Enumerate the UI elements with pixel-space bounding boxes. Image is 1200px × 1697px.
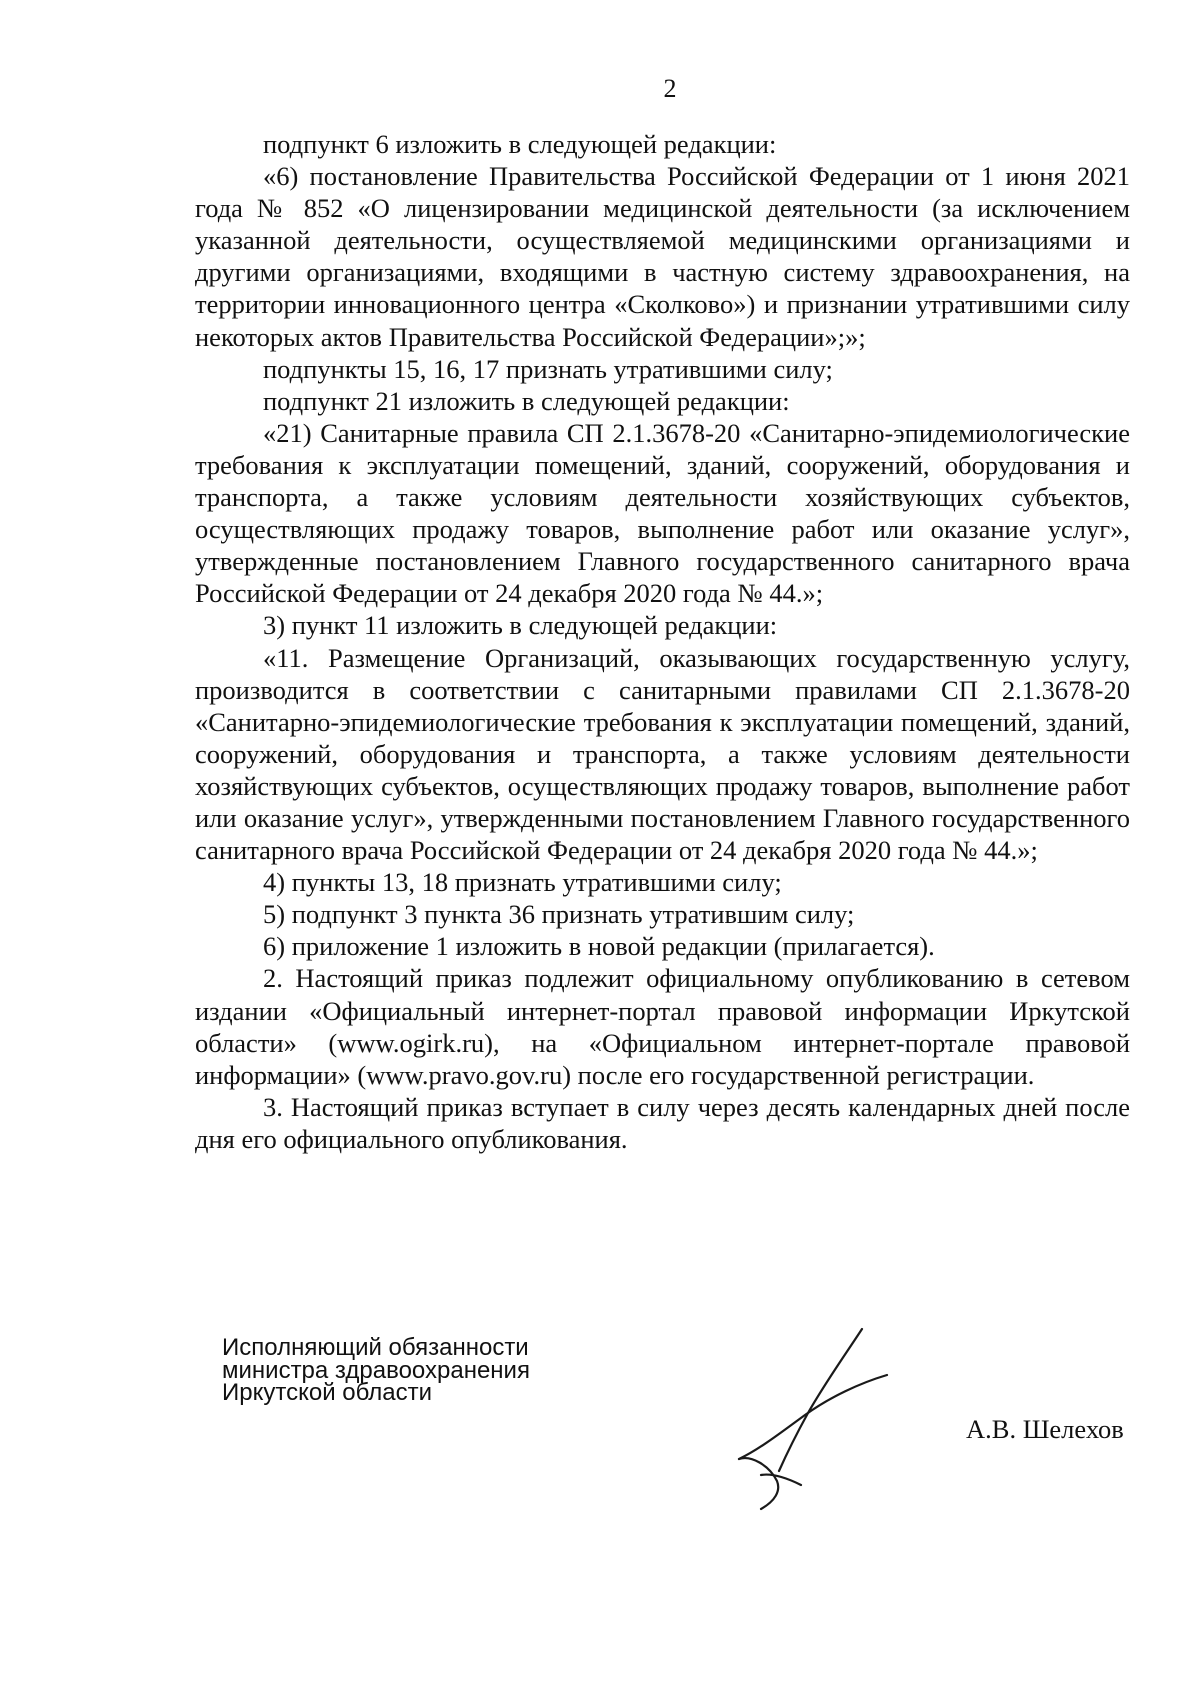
paragraph-subpoint-6-text: «6) постановление Правительства Российской Федерации от 1 июня 2021 года № 852 «О лицензировании медицинской деятельности (за исключением указанной деятельности, осуществляемой медицинскими организациями и другими организациями, входящими в частную систему здравоохранения, на территории инновационного центра «Сколково») и признании утратившими силу некоторых актов Правительства Российской Федерации»;»;: [195, 161, 1130, 352]
paragraph-subpoint-21-text: «21) Санитарные правила СП 2.1.3678-20 «Санитарно-эпидемиологические требования к эксплуатации помещений, зданий, сооружений, оборудования и транспорта, а также условиям деятельности хозяйствующих субъектов, осуществляющих продажу товаров, выполнение работ или оказание услуг», утвержденные постановлением Главного государственного санитарного врача Российской Федерации от 24 декабря 2020 года № 44.»;: [195, 417, 1130, 609]
signature-strokes: [739, 1329, 887, 1509]
document-body: [195, 128, 1130, 1155]
signatory-position: [222, 1334, 602, 1406]
paragraph-point-11-text: «11. Размещение Организаций, оказывающих государственную услугу, производится в соответствии с санитарными правилами СП 2.1.3678-20 «Санитарно-эпидемиологические требования к эксплуатации помещений, зданий, сооружений, оборудования и транспорта, а также условиям деятельности хозяйствующих субъектов, осуществляющих продажу товаров, выполнение работ или оказание услуг», утвержденными постановлением Главного государственного санитарного врача Российской Федерации от 24 декабря 2020 года № 44.»;: [195, 642, 1130, 866]
paragraph-points-13-18: 4) пункты 13, 18 признать утратившими силу;: [263, 867, 782, 898]
paragraph-subpoints-15-16-17: подпункты 15, 16, 17 признать утратившими силу;: [263, 353, 833, 384]
paragraph-subpoint-21-intro: подпункт 21 изложить в следующей редакции:: [263, 385, 790, 416]
position-line: Иркутской области: [222, 1379, 433, 1406]
signer-name: А.В. Шелехов: [966, 1414, 1124, 1444]
paragraph-entry-into-force: 3. Настоящий приказ вступает в силу через десять календарных дней после дня его официального опубликования.: [195, 1091, 1130, 1154]
paragraph-point-11-intro: 3) пункт 11 изложить в следующей редакции:: [263, 610, 778, 641]
paragraph-point-36: 5) подпункт 3 пункта 36 признать утратившим силу;: [263, 899, 855, 930]
page-number: 2: [663, 74, 677, 103]
position-line: Исполняющий обязанности: [222, 1334, 529, 1361]
handwritten-signature: [725, 1325, 915, 1515]
paragraph-appendix-1: 6) приложение 1 изложить в новой редакции (прилагается).: [263, 931, 935, 962]
paragraph-subpoint-6-intro: подпункт 6 изложить в следующей редакции:: [263, 129, 777, 159]
position-line: министра здравоохранения: [222, 1356, 530, 1384]
paragraph-publication: 2. Настоящий приказ подлежит официальному опубликованию в сетевом издании «Официальный интернет-портал правовой информации Иркутской области» (www.ogirk.ru), на «Официальном интернет-портале правовой информации» (www.pravo.gov.ru) после его государственной регистрации.: [195, 963, 1130, 1090]
